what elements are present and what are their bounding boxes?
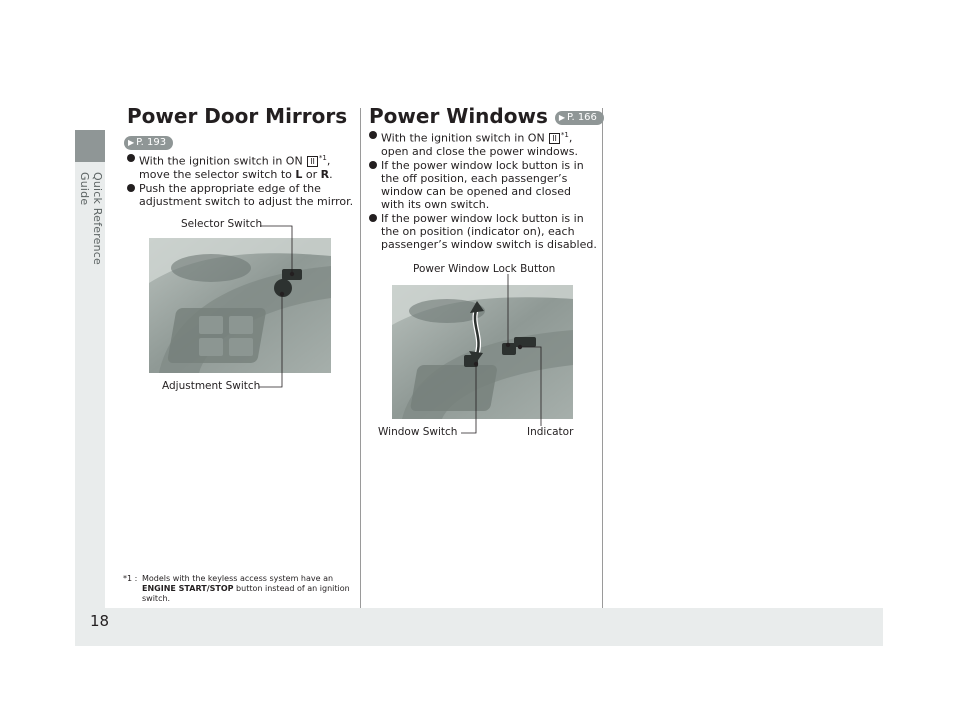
windows-page-ref[interactable]: ▶ P. 166 [555,111,604,125]
list-item: Push the appropriate edge of the adjustment switch to adjust the mirror. [127,182,355,208]
side-tab-label: Quick Reference Guide [78,172,104,265]
windows-title: Power Windows ▶ P. 166 [369,104,604,128]
ref-arrow-icon: ▶ [558,112,565,122]
mirrors-page-ref[interactable]: ▶ P. 193 [124,132,173,151]
list-item: With the ignition switch in ON II $^{*1}$, move the selector switch to L or R. [127,152,355,181]
page-number: 18 [90,612,110,630]
list-item: With the ignition switch in ON II $^{*1}$, open and close the power windows. [369,129,597,158]
lock-button-callout: Power Window Lock Button [413,263,556,275]
selector-switch-callout: Selector Switch [181,218,263,230]
list-item: If the power window lock button is in the off position, each passenger’s window can be opened and closed with its own switch. [369,159,597,211]
ignition-position-icon: II [549,133,560,144]
ignition-position-icon: II [307,156,318,167]
page-footer [75,608,883,646]
adjustment-switch-callout: Adjustment Switch [162,380,261,392]
ref-arrow-icon: ▶ [128,137,135,147]
window-switch-callout: Window Switch [378,426,458,438]
indicator-callout: Indicator [527,426,574,438]
list-item: If the power window lock button is in the on position (indicator on), each passenger’s window switch is disabled. [369,212,597,251]
mirrors-title: Power Door Mirrors [127,104,348,128]
footnote: *1 : Models with the keyless access system have an ENGINE START/STOP button instead of an ignition switch. [123,574,350,603]
